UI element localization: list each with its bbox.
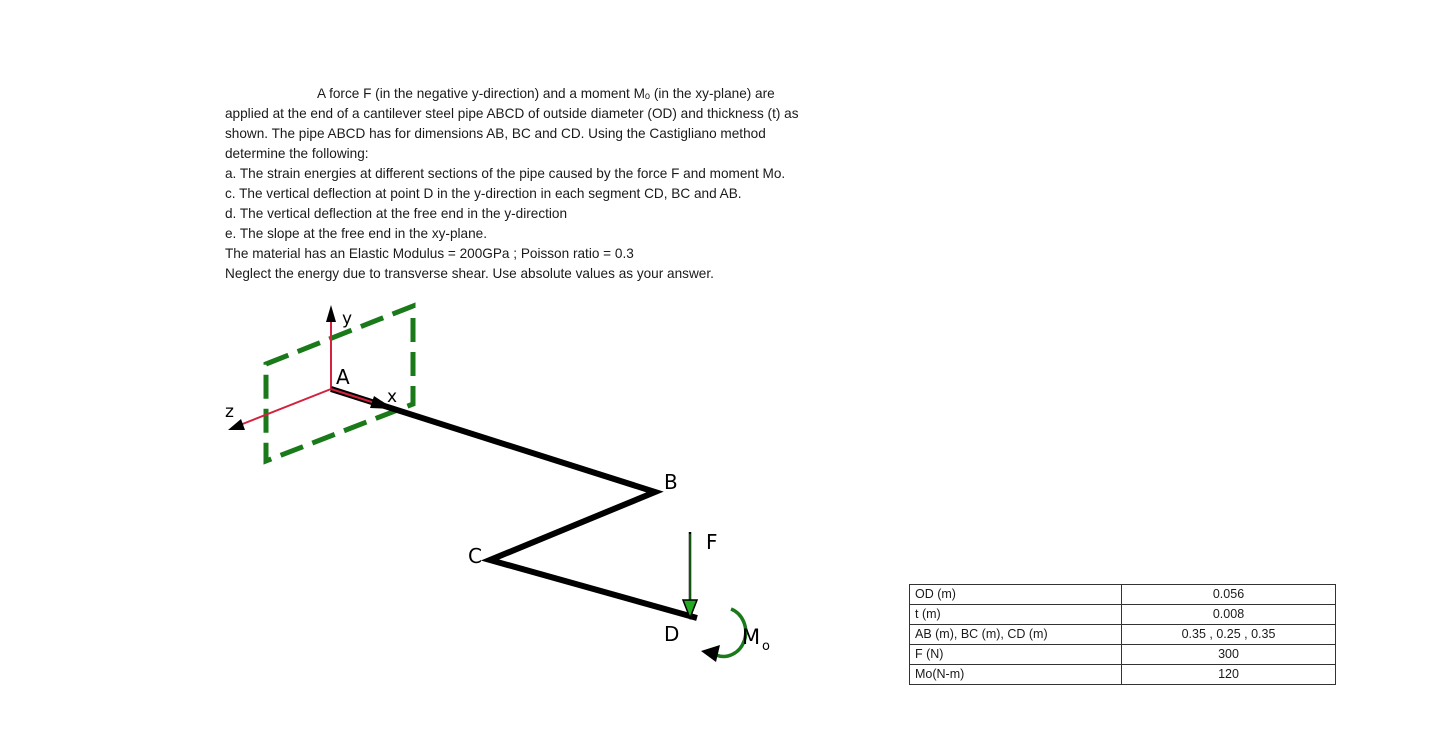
force-label-f: F bbox=[706, 530, 718, 554]
assumption-note: Neglect the energy due to transverse shear. Use absolute values as your answer. bbox=[225, 266, 714, 281]
table-row bbox=[910, 585, 1336, 605]
y-axis-arrowhead bbox=[326, 305, 336, 322]
point-label-c: C bbox=[468, 544, 482, 568]
point-label-d: D bbox=[664, 622, 680, 646]
table-cell-label: Mo(N-m) bbox=[910, 665, 1122, 685]
x-axis-line bbox=[331, 389, 378, 404]
problem-line-3: shown. The pipe ABCD has for dimensions AB, BC and CD. Using the Castigliano method bbox=[225, 126, 766, 141]
table-cell-label: F (N) bbox=[910, 645, 1122, 665]
table-row bbox=[910, 645, 1336, 665]
table-cell-value: 0.056 bbox=[1122, 585, 1336, 605]
z-axis-line bbox=[240, 389, 331, 425]
table-cell-value: 300 bbox=[1122, 645, 1336, 665]
question-e: e. The slope at the free end in the xy-plane. bbox=[225, 226, 487, 241]
question-c: c. The vertical deflection at point D in the y-direction in each segment CD, BC and AB. bbox=[225, 186, 742, 201]
problem-line-1: A force F (in the negative y-direction) and a moment Mₒ (in the xy-plane) are bbox=[317, 86, 775, 101]
point-label-a: A bbox=[336, 365, 350, 389]
given-data-table bbox=[909, 584, 1336, 685]
moment-label-subscript: o bbox=[762, 639, 770, 654]
question-d: d. The vertical deflection at the free end in the y-direction bbox=[225, 206, 568, 221]
moment-label-m: M bbox=[742, 625, 761, 649]
table-row bbox=[910, 625, 1336, 645]
table-cell-value: 0.35 , 0.25 , 0.35 bbox=[1122, 625, 1336, 645]
point-label-b: B bbox=[664, 470, 678, 494]
question-a: a. The strain energies at different sections of the pipe caused by the force F and moment Mo. bbox=[225, 166, 786, 181]
problem-line-4: determine the following: bbox=[225, 146, 369, 161]
problem-line-2: applied at the end of a cantilever steel pipe ABCD of outside diameter (OD) and thickness (t) as bbox=[225, 106, 799, 121]
axis-label-z: z bbox=[225, 402, 234, 422]
table-row bbox=[910, 665, 1336, 685]
axis-label-y: y bbox=[342, 309, 353, 329]
axis-label-x: x bbox=[387, 387, 398, 407]
table-cell-value: 0.008 bbox=[1122, 605, 1336, 625]
material-properties: The material has an Elastic Modulus = 200GPa ; Poisson ratio = 0.3 bbox=[225, 246, 634, 261]
table-cell-label: AB (m), BC (m), CD (m) bbox=[910, 625, 1122, 645]
table-row bbox=[910, 605, 1336, 625]
table-cell-label: t (m) bbox=[910, 605, 1122, 625]
table-cell-label: OD (m) bbox=[910, 585, 1122, 605]
table-cell-value: 120 bbox=[1122, 665, 1336, 685]
moment-mo-arrowhead bbox=[701, 645, 720, 662]
pipe-abcd bbox=[331, 389, 697, 618]
